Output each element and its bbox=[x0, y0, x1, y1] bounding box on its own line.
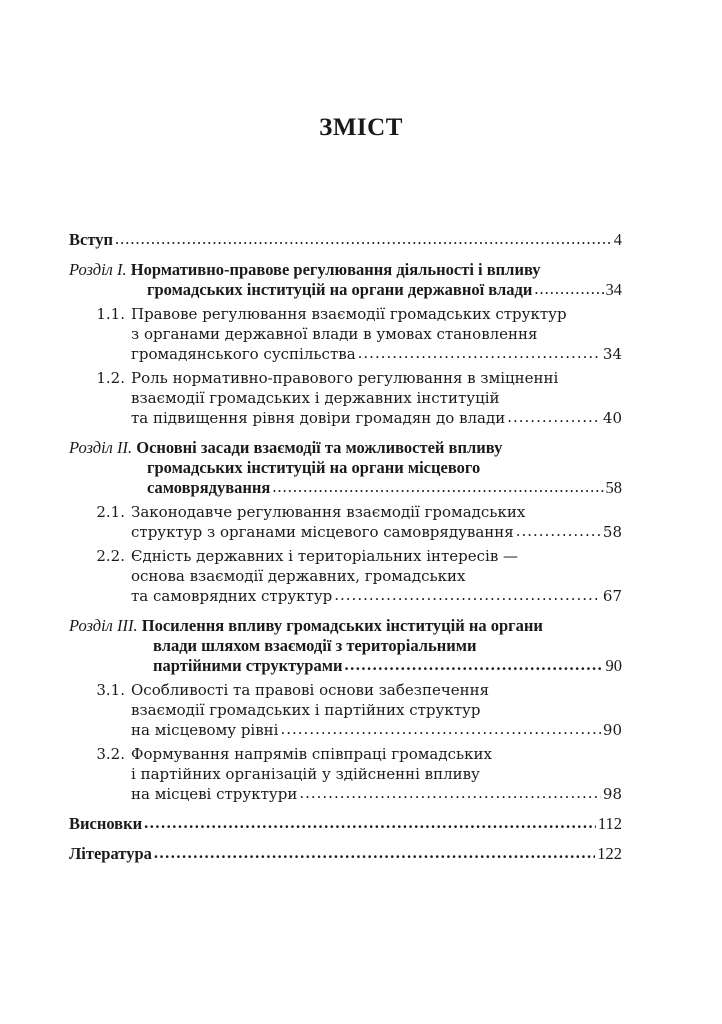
section-title-line: громадянського суспільства bbox=[131, 345, 356, 363]
section-number: 1.1. bbox=[96, 305, 125, 323]
section-title-line: Особливості та правові основи забезпечення bbox=[131, 681, 490, 699]
section-title-line: і партійних організацій у здійсненні впливу bbox=[131, 765, 480, 783]
dot-leader bbox=[534, 279, 603, 299]
dot-leader bbox=[516, 521, 601, 541]
dot-leader bbox=[144, 813, 596, 833]
section-title-line: на місцевому рівні bbox=[131, 721, 279, 739]
toc-section-3-2[interactable] bbox=[69, 744, 622, 804]
dot-leader bbox=[507, 407, 601, 427]
section-title-line: Роль нормативно-правового регулювання в зміцненні bbox=[131, 369, 559, 387]
toc-page-number: 4 bbox=[613, 230, 622, 249]
section-title-line: з органами державної влади в умовах становлення bbox=[131, 325, 538, 343]
toc-entry-intro[interactable] bbox=[69, 230, 622, 250]
toc-chapter-3[interactable] bbox=[69, 616, 622, 676]
section-number: 2.1. bbox=[96, 503, 125, 521]
dot-leader bbox=[280, 719, 600, 739]
dot-leader bbox=[299, 783, 601, 803]
chapter-title-line: партійними структурами bbox=[153, 656, 343, 675]
chapter-title-line: Основні засади взаємодії та можливостей впливу bbox=[136, 438, 503, 457]
toc-page-number: 112 bbox=[597, 814, 622, 833]
page-title: ЗМІСТ bbox=[319, 114, 403, 141]
toc-section-1-1[interactable] bbox=[69, 304, 622, 364]
dot-leader bbox=[334, 585, 601, 605]
toc-entry-label: Вступ bbox=[69, 230, 113, 249]
dot-leader bbox=[272, 477, 603, 497]
chapter-title-line: громадських інституцій на органи місцевого bbox=[147, 458, 481, 477]
chapter-title-line: Посилення впливу громадських інституцій на органи bbox=[141, 616, 543, 635]
section-number: 3.1. bbox=[96, 681, 125, 699]
toc-chapter-2[interactable] bbox=[69, 438, 622, 498]
section-number: 1.2. bbox=[96, 369, 125, 387]
section-number: 2.2. bbox=[96, 547, 125, 565]
toc-page-number: 90 bbox=[602, 721, 622, 739]
section-title-line: та самоврядних структур bbox=[131, 587, 333, 605]
toc-page-number: 90 bbox=[605, 656, 622, 675]
toc-section-2-2[interactable] bbox=[69, 546, 622, 606]
section-title-line: взаємодії громадських і партійних структур bbox=[131, 701, 481, 719]
toc-page-number: 34 bbox=[605, 280, 622, 299]
dot-leader bbox=[154, 843, 595, 863]
toc-entry-label: Література bbox=[69, 844, 152, 863]
section-title-line: Єдність державних і територіальних інтересів — bbox=[131, 547, 519, 565]
section-title-line: Законодавче регулювання взаємодії громадських bbox=[131, 503, 526, 521]
toc-section-3-1[interactable] bbox=[69, 680, 622, 740]
toc-page-number: 67 bbox=[602, 587, 622, 605]
chapter-prefix: Розділ II. bbox=[69, 438, 133, 457]
dot-leader bbox=[358, 343, 601, 363]
section-title-line: та підвищення рівня довіри громадян до влади bbox=[131, 409, 506, 427]
toc-entry-conclusions[interactable] bbox=[69, 814, 622, 834]
toc-entry-label: Висновки bbox=[69, 814, 143, 833]
toc-page-number: 122 bbox=[597, 844, 622, 863]
chapter-title-line: самоврядування bbox=[147, 478, 271, 497]
toc-page-number: 58 bbox=[605, 478, 622, 497]
section-number: 3.2. bbox=[96, 745, 125, 763]
toc-page-number: 98 bbox=[602, 785, 622, 803]
toc-page-number: 34 bbox=[602, 345, 622, 363]
section-title-line: на місцеві структури bbox=[131, 785, 298, 803]
toc-chapter-1[interactable] bbox=[69, 260, 622, 300]
chapter-title-line: громадських інституцій на органи державної влади bbox=[147, 280, 533, 299]
section-title-line: Формування напрямів співпраці громадських bbox=[131, 745, 493, 763]
dot-leader bbox=[115, 229, 612, 249]
chapter-prefix: Розділ I. bbox=[69, 260, 127, 279]
toc-entry-literature[interactable] bbox=[69, 844, 622, 864]
toc-page-number: 58 bbox=[602, 523, 622, 541]
toc-section-1-2[interactable] bbox=[69, 368, 622, 428]
toc-page-number: 40 bbox=[602, 409, 622, 427]
dot-leader bbox=[344, 655, 603, 675]
section-title-line: взаємодії громадських і державних інституцій bbox=[131, 389, 500, 407]
section-title-line: основа взаємодії державних, громадських bbox=[131, 567, 466, 585]
chapter-title-line: влади шляхом взаємодії з територіальними bbox=[153, 636, 477, 655]
chapter-title-line: Нормативно-правове регулювання діяльності і впливу bbox=[130, 260, 541, 279]
section-title-line: Правове регулювання взаємодії громадських структур bbox=[131, 305, 567, 323]
table-of-contents bbox=[69, 230, 622, 874]
section-title-line: структур з органами місцевого самоврядування bbox=[131, 523, 514, 541]
toc-section-2-1[interactable] bbox=[69, 502, 622, 542]
chapter-prefix: Розділ III. bbox=[69, 616, 138, 635]
